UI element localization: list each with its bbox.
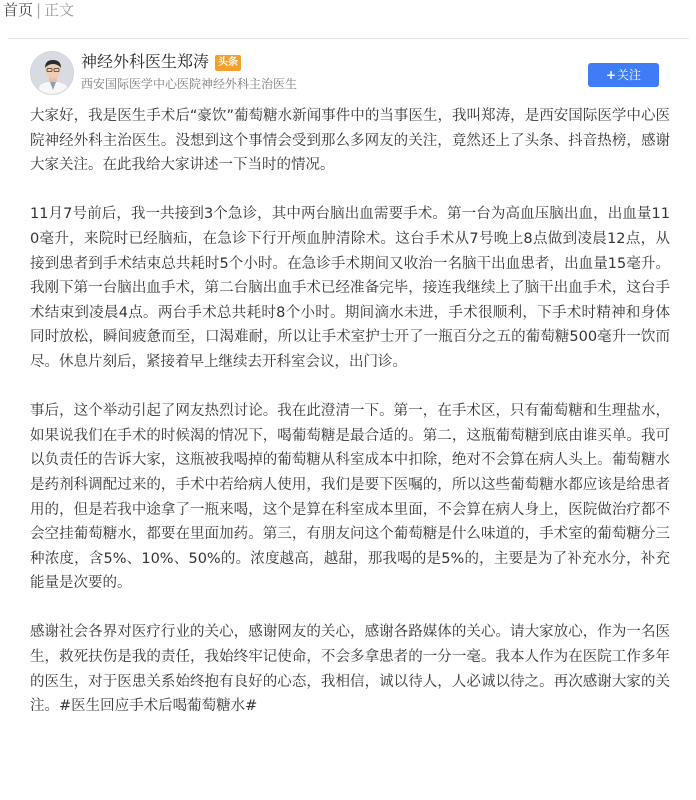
- article-paragraph: 感谢社会各界对医疗行业的关心，感谢网友的关心，感谢各路媒体的关心。请大家放心，作为一名医生，救死扶伤是我的责任，我始终牢记使命，不会多拿患者的一分一毫。我本人作为在医院工作多年的医生，对于医患关系始终抱有良好的心态，我相信，诚以待人，人必诚以待之。再次感谢大家的关注。#医生回应手术后喝葡萄糖水#: [30, 624, 670, 715]
- follow-button[interactable]: [588, 63, 659, 87]
- author-avatar[interactable]: [30, 51, 74, 95]
- follow-label: 关注: [617, 68, 642, 82]
- article-paragraph: 大家好，我是医生手术后“豪饮”葡萄糖水新闻事件中的当事医生，我叫郑涛，是西安国际医学中心医院神经外科主治医生。没想到这个事情会受到那么多网友的关注，竟然还上了头条、抖音热榜，感谢大家关注。在此我给大家讲述一下当时的情况。: [30, 108, 670, 174]
- breadcrumb-separator: |: [36, 1, 42, 19]
- article-paragraph: 11月7号前后，我一共接到3个急诊，其中两台脑出血需要手术。第一台为高血压脑出血，出血量110毫升，来院时已经脑疝，在急诊下行开颅血肿清除术。这台手术从7号晚上8点做到凌晨12点，从接到患者到手术结束总共耗时5个小时。在急诊手术期间又收治一名脑干出血患者，出血量15毫升。我刚下第一台脑出血手术，第二台脑出血手术已经准备完毕，接连我继续上了脑干出血手术，这台手术结束到凌晨4点。两台手术总共耗时8个小时。期间滴水未进，手术很顺利，下手术时精神和身体同时放松，瞬间疲惫而至，口渴难耐，所以让手术室护士开了一瓶百分之五的葡萄糖500毫升一饮而尽。休息片刻后，紧接着早上继续去开科室会议，出门诊。: [30, 206, 670, 370]
- breadcrumb: [3, 0, 74, 20]
- author-title: 西安国际医学中心医院神经外科主治医生: [81, 77, 298, 91]
- card-divider: [8, 38, 689, 39]
- breadcrumb-current: 正文: [44, 1, 75, 19]
- top-bar: [0, 0, 696, 26]
- article-body: [30, 104, 670, 743]
- author-block: [81, 52, 241, 72]
- doctor-avatar-icon: [31, 52, 74, 95]
- author-name[interactable]: 神经外科医生郑涛: [81, 52, 210, 71]
- article-paragraph: 事后，这个举动引起了网友热烈讨论。我在此澄清一下。第一，在手术区，只有葡萄糖和生理盐水，如果说我们在手术的时候渴的情况下，喝葡萄糖是最合适的。第二，这瓶葡萄糖到底由谁买单。我可以负责任的告诉大家，这瓶被我喝掉的葡萄糖从科室成本中扣除，绝对不会算在病人头上。葡萄糖水是药剂科调配过来的，手术中若给病人使用，我们是要下医嘱的，所以这些葡萄糖水都应该是给患者用的，但是若我中途拿了一瓶来喝，这个是算在科室成本里面，不会算在病人身上，医院做治疗都不会空挂葡萄糖水，都要在里面加药。第三，有朋友问这个葡萄糖是什么味道的，手术室的葡萄糖分三种浓度，含5%、10%、50%的。浓度越高，越甜，那我喝的是5%的，主要是为了补充水分，补充能量是次要的。: [30, 403, 670, 592]
- toutiao-badge: 头条: [215, 55, 241, 71]
- plus-icon: +: [605, 68, 617, 82]
- breadcrumb-home-link[interactable]: 首页: [3, 1, 34, 19]
